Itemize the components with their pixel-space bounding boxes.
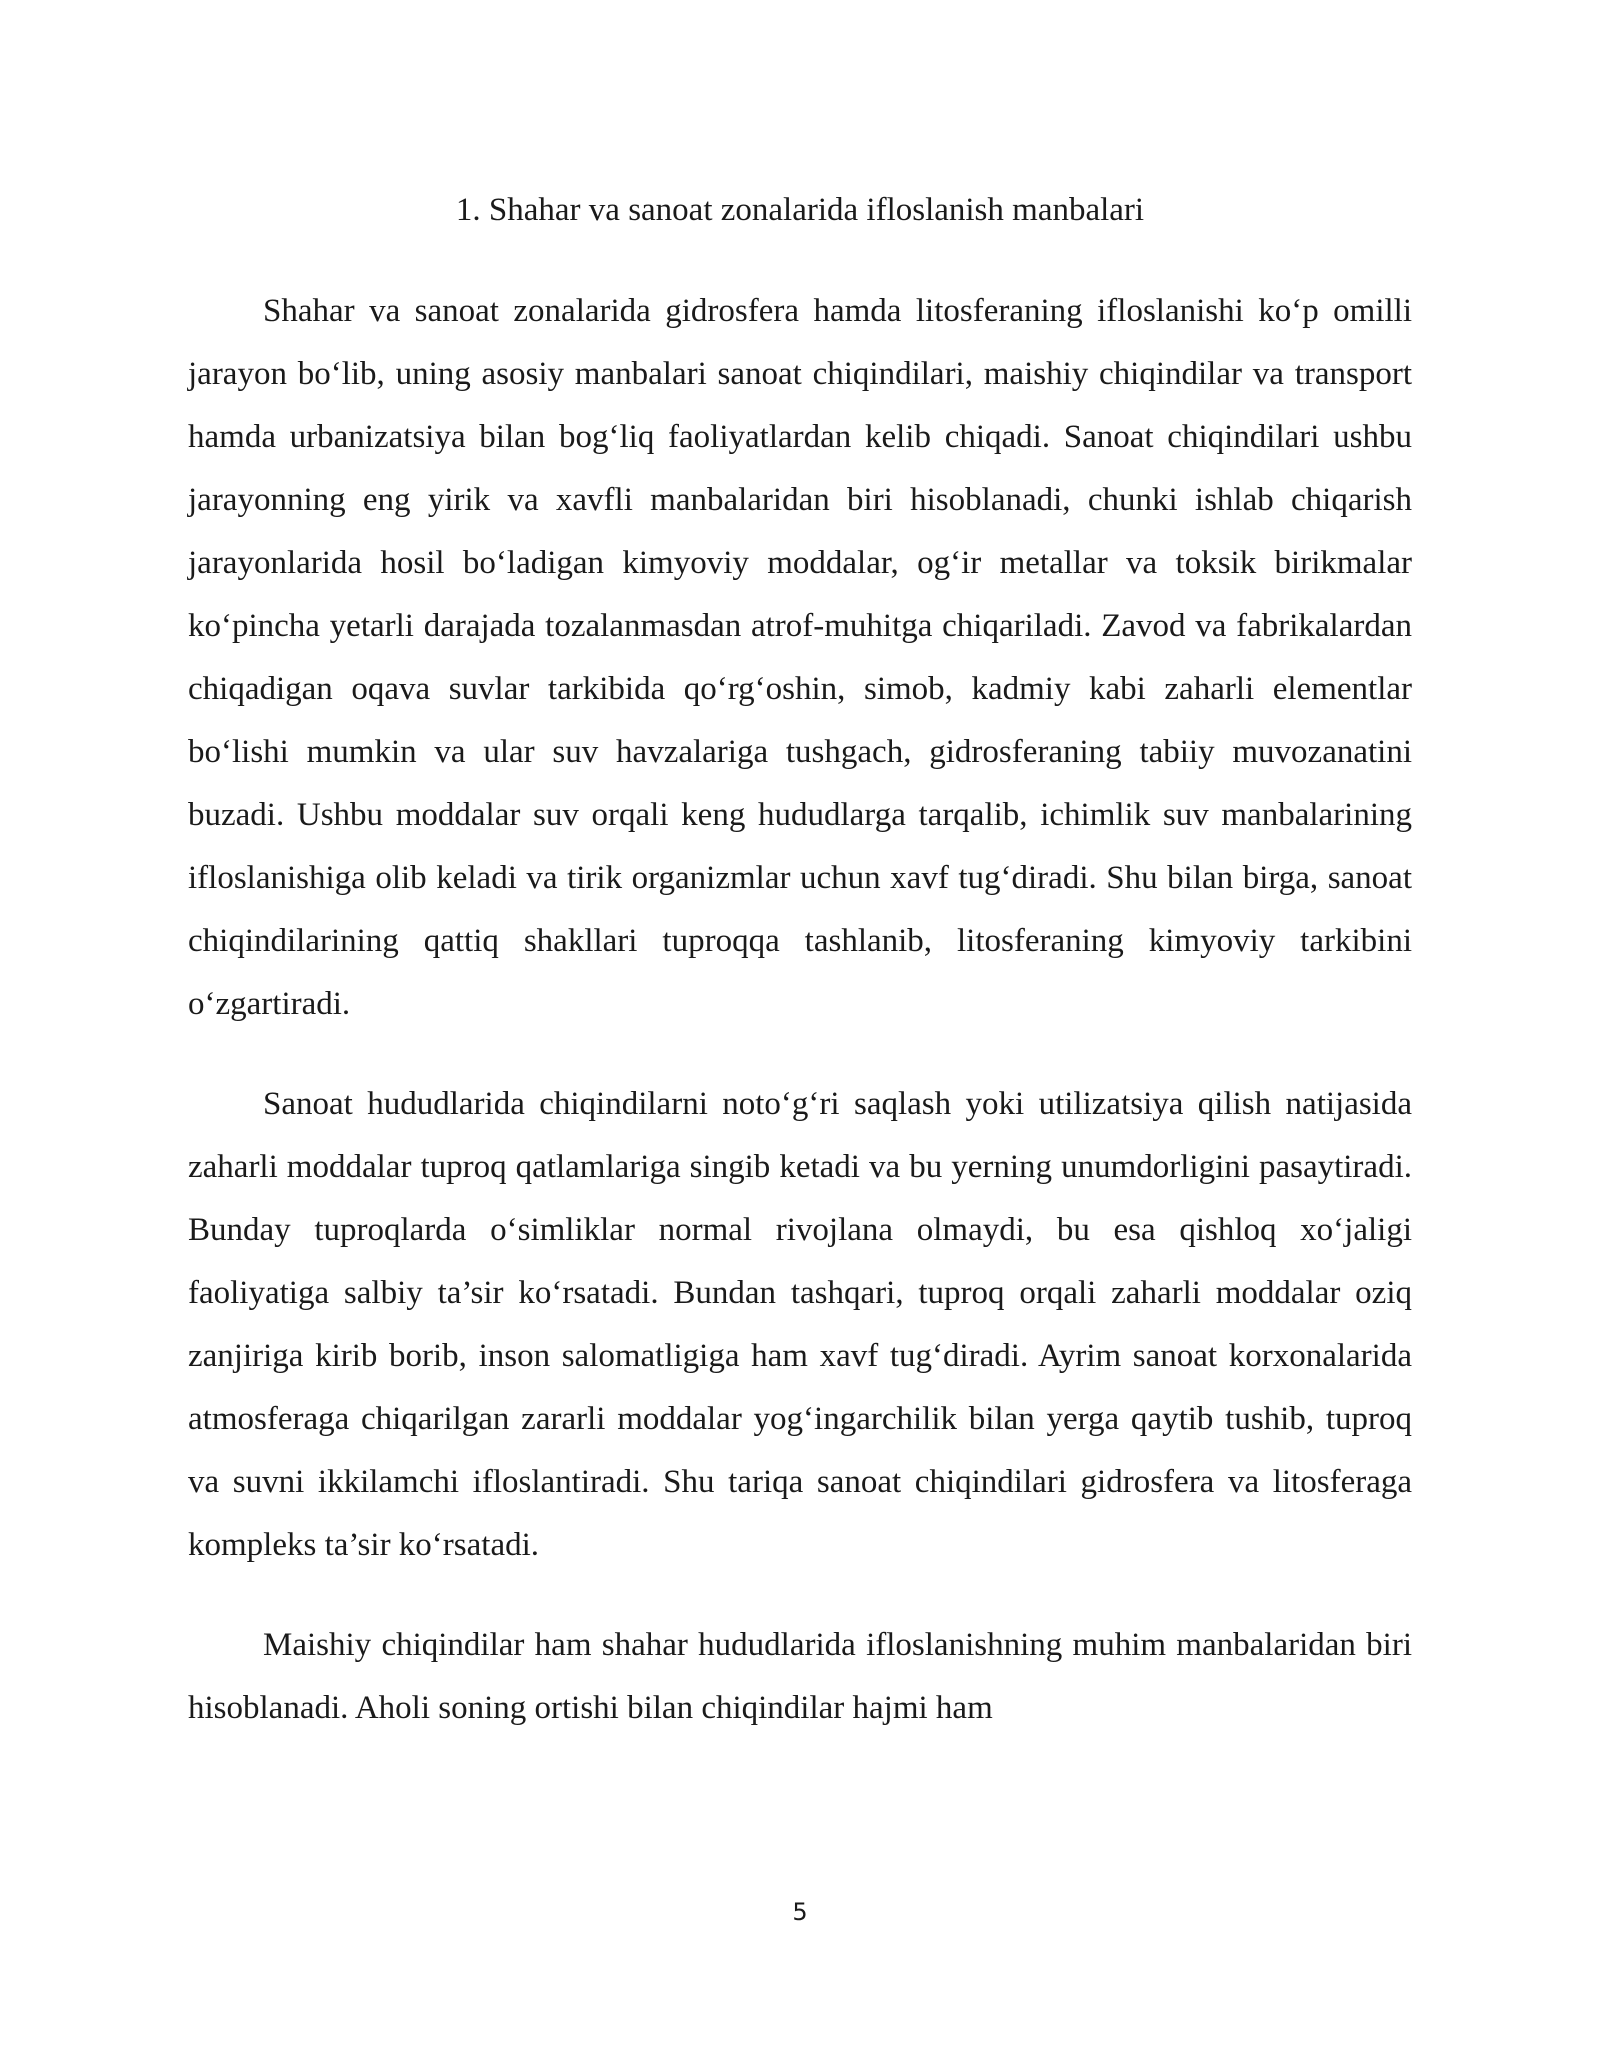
section-heading: 1. Shahar va sanoat zonalarida ifloslanish manbalari: [455, 192, 1145, 228]
page-number: 5: [792, 1898, 808, 1926]
paragraph-3: Maishiy chiqindilar ham shahar hududlarida ifloslanishning muhim manbalaridan biri hisoblanadi. Aholi soning ortishi bilan chiqindilar hajmi ham: [188, 1627, 1412, 1726]
paragraph-1: Shahar va sanoat zonalarida gidrosfera hamda litosferaning ifloslanishi ko‘p omilli jarayon bo‘lib, uning asosiy manbalari sanoat chiqindilari, maishiy chiqindilar va transport hamda urbanizatsiya bilan bog‘liq faoliyatlardan kelib chiqadi. Sanoat chiqindilari ushbu jarayonning eng yirik va xavfli manbalaridan biri hisoblanadi, chunki ishlab chiqarish jarayonlarida hosil bo‘ladigan kimyoviy moddalar, og‘ir metallar va toksik birikmalar ko‘pincha yetarli darajada tozalanmasdan atrof-muhitga chiqariladi. Zavod va fabrikalardan chiqadigan oqava suvlar tarkibida qo‘rg‘oshin, simob, kadmiy kabi zaharli elementlar bo‘lishi mumkin va ular suv havzalariga tushgach, gidrosferaning tabiiy muvozanatini buzadi. Ushbu moddalar suv orqali keng hududlarga tarqalib, ichimlik suv manbalarining ifloslanishiga olib keladi va tirik organizmlar uchun xavf tug‘diradi. Shu bilan birga, sanoat chiqindilarining qattiq shakllari tuproqqa tashlanib, litosferaning kimyoviy tarkibini o‘zgartiradi.: [188, 293, 1412, 1022]
paragraph-2: Sanoat hududlarida chiqindilarni noto‘g‘ri saqlash yoki utilizatsiya qilish natijasida zaharli moddalar tuproq qatlamlariga singib ketadi va bu yerning unumdorligini pasaytiradi. Bunday tuproqlarda o‘simliklar normal rivojlana olmaydi, bu esa qishloq xo‘jaligi faoliyatiga salbiy ta’sir ko‘rsatadi. Bundan tashqari, tuproq orqali zaharli moddalar oziq zanjiriga kirib borib, inson salomatligiga ham xavf tug‘diradi. Ayrim sanoat korxonalarida atmosferaga chiqarilgan zararli moddalar yog‘ingarchilik bilan yerga qaytib tushib, tuproq va suvni ikkilamchi ifloslantiradi. Shu tariqa sanoat chiqindilari gidrosfera va litosferaga kompleks ta’sir ko‘rsatadi.: [188, 1086, 1412, 1563]
body-text: [188, 280, 1412, 1740]
